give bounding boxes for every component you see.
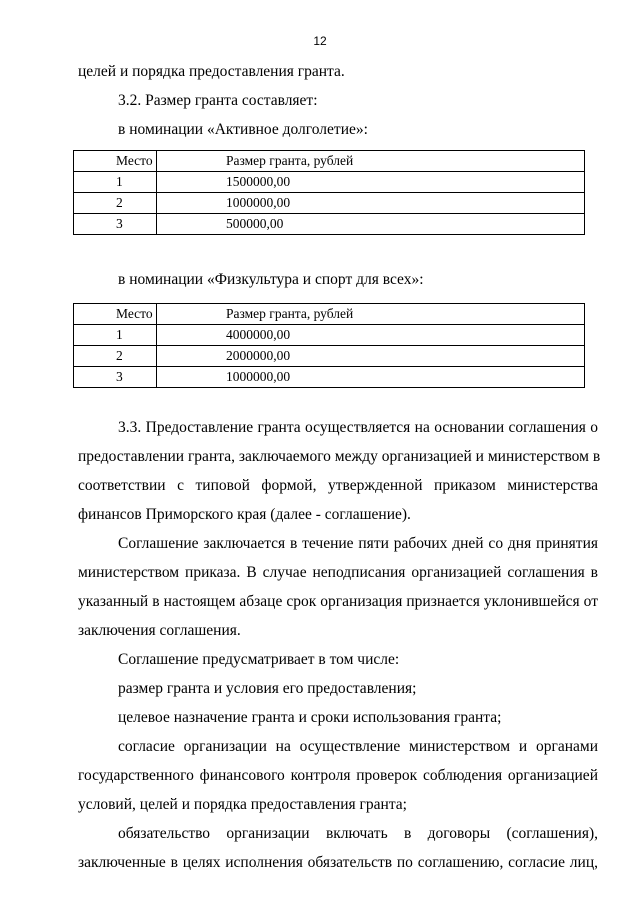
paragraph-line: соответствии с типовой формой, утвержденной приказом министерства bbox=[78, 477, 598, 494]
nomination-label: в номинации «Физкультура и спорт для всех»: bbox=[118, 271, 424, 288]
table-header-row bbox=[74, 304, 585, 325]
table-row bbox=[74, 367, 585, 388]
table-cell-place: 3 bbox=[74, 367, 157, 388]
table-cell-amount: 500000,00 bbox=[157, 214, 585, 235]
table-cell-place: 2 bbox=[74, 346, 157, 367]
table-cell-place: 1 bbox=[74, 325, 157, 346]
list-item: согласие организации на осуществление министерством и органами bbox=[118, 738, 598, 755]
table-cell-amount: 2000000,00 bbox=[157, 346, 585, 367]
grant-table-sport-for-all bbox=[73, 303, 585, 388]
table-cell-amount: 1000000,00 bbox=[157, 193, 585, 214]
table-cell-amount: 4000000,00 bbox=[157, 325, 585, 346]
list-item: обязательство организации включать в договоры (соглашения), bbox=[118, 825, 598, 842]
table-cell-place: 3 bbox=[74, 214, 157, 235]
table-row bbox=[74, 325, 585, 346]
paragraph-line: указанный в настоящем абзаце срок организация признается уклонившейся от bbox=[78, 593, 598, 610]
table-header-row bbox=[74, 151, 585, 172]
paragraph-line: государственного финансового контроля проверок соблюдения организацией bbox=[78, 767, 598, 784]
grant-table-active-longevity bbox=[73, 150, 585, 235]
table-header-place: Место bbox=[74, 151, 157, 172]
page-number: 12 bbox=[313, 34, 327, 48]
table-cell-amount: 1000000,00 bbox=[157, 367, 585, 388]
list-item: целевое назначение гранта и сроки использования гранта; bbox=[118, 709, 502, 726]
table-row bbox=[74, 193, 585, 214]
paragraph-line: условий, целей и порядка предоставления гранта; bbox=[78, 796, 407, 813]
table-cell-amount: 1500000,00 bbox=[157, 172, 585, 193]
table-row bbox=[74, 346, 585, 367]
list-item: размер гранта и условия его предоставления; bbox=[118, 680, 417, 697]
table-cell-place: 2 bbox=[74, 193, 157, 214]
paragraph-line: финансов Приморского края (далее - соглашение). bbox=[78, 506, 411, 523]
text-line: целей и порядка предоставления гранта. bbox=[78, 63, 345, 80]
table-cell-place: 1 bbox=[74, 172, 157, 193]
section-heading: 3.2. Размер гранта составляет: bbox=[118, 92, 318, 109]
paragraph-line: заключенные в целях исполнения обязательств по соглашению, согласие лиц, bbox=[78, 854, 598, 871]
paragraph-line: министерством приказа. В случае неподписания организацией соглашения в bbox=[78, 564, 598, 581]
paragraph-line: Соглашение предусматривает в том числе: bbox=[118, 651, 400, 668]
table-row bbox=[74, 214, 585, 235]
table-header-amount: Размер гранта, рублей bbox=[157, 304, 585, 325]
paragraph-line: 3.3. Предоставление гранта осуществляется на основании соглашения о bbox=[118, 419, 598, 436]
paragraph-line: Соглашение заключается в течение пяти рабочих дней со дня принятия bbox=[118, 535, 598, 552]
table-header-amount: Размер гранта, рублей bbox=[157, 151, 585, 172]
paragraph-line: заключения соглашения. bbox=[78, 622, 241, 639]
table-row bbox=[74, 172, 585, 193]
paragraph-line: предоставлении гранта, заключаемого между организацией и министерством в bbox=[78, 448, 601, 465]
nomination-label: в номинации «Активное долголетие»: bbox=[118, 121, 368, 138]
table-header-place: Место bbox=[74, 304, 157, 325]
